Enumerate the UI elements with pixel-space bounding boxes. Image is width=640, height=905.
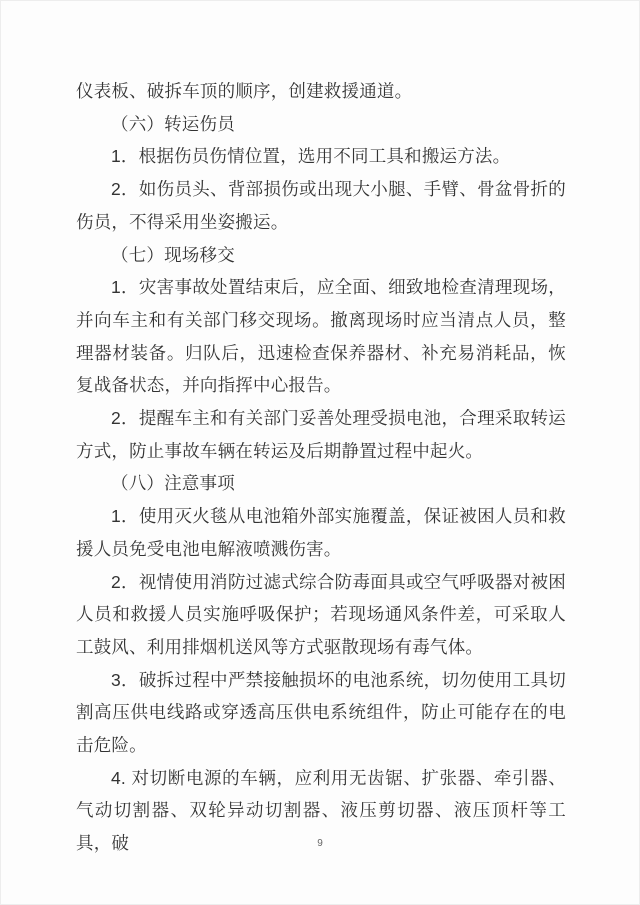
section-6-item-2: 2．如伤员头、背部损伤或出现大小腿、手臂、骨盆骨折的伤员，不得采用坐姿搬运。	[76, 179, 566, 232]
section-7-heading: （七）现场移交	[111, 244, 235, 265]
section-8-heading: （八）注意事项	[111, 473, 235, 494]
section-8-item-4: 4. 对切断电源的车辆，应利用无齿锯、扩张器、牵引器、气动切割器、双轮异动切割器、液压剪切器、液压顶杆等工具，破	[76, 767, 566, 854]
section-8-item-2: 2．视情使用消防过滤式综合防毒面具或空气呼吸器对被困人员和救援人员实施呼吸保护；若现场通风条件差，可采取人工鼓风、利用排烟机送风等方式驱散现场有毒气体。	[76, 571, 566, 657]
section-6-item-1: 1．根据伤员伤情位置，选用不同工具和搬运方法。	[111, 146, 511, 167]
section-6-heading: （六）转运伤员	[111, 113, 235, 134]
document-body	[76, 75, 566, 860]
section-7-item-1: 1．灾害事故处置结束后，应全面、细致地检查清理现场，并向车主和有关部门移交现场。撤离现场时应当清点人员，整理器材装备。归队后，迅速检查保养器材、补充易消耗品，恢复战备状态，并向指挥中心报告。	[76, 277, 566, 396]
paragraph-continuation: 仪表板、破拆车顶的顺序，创建救援通道。	[76, 81, 413, 101]
section-8-item-1: 1．使用灭火毯从电池箱外部实施覆盖，保证被困人员和救援人员免受电池电解液喷溅伤害。	[76, 506, 566, 559]
section-8-item-3: 3．破拆过程中严禁接触损坏的电池系统，切勿使用工具切割高压供电线路或穿透高压供电系统组件，防止可能存在的电击危险。	[76, 669, 566, 756]
page-number: 9	[317, 838, 323, 849]
section-7-item-2: 2．提醒车主和有关部门妥善处理受损电池，合理采取转运方式，防止事故车辆在转运及后期静置过程中起火。	[76, 408, 566, 461]
